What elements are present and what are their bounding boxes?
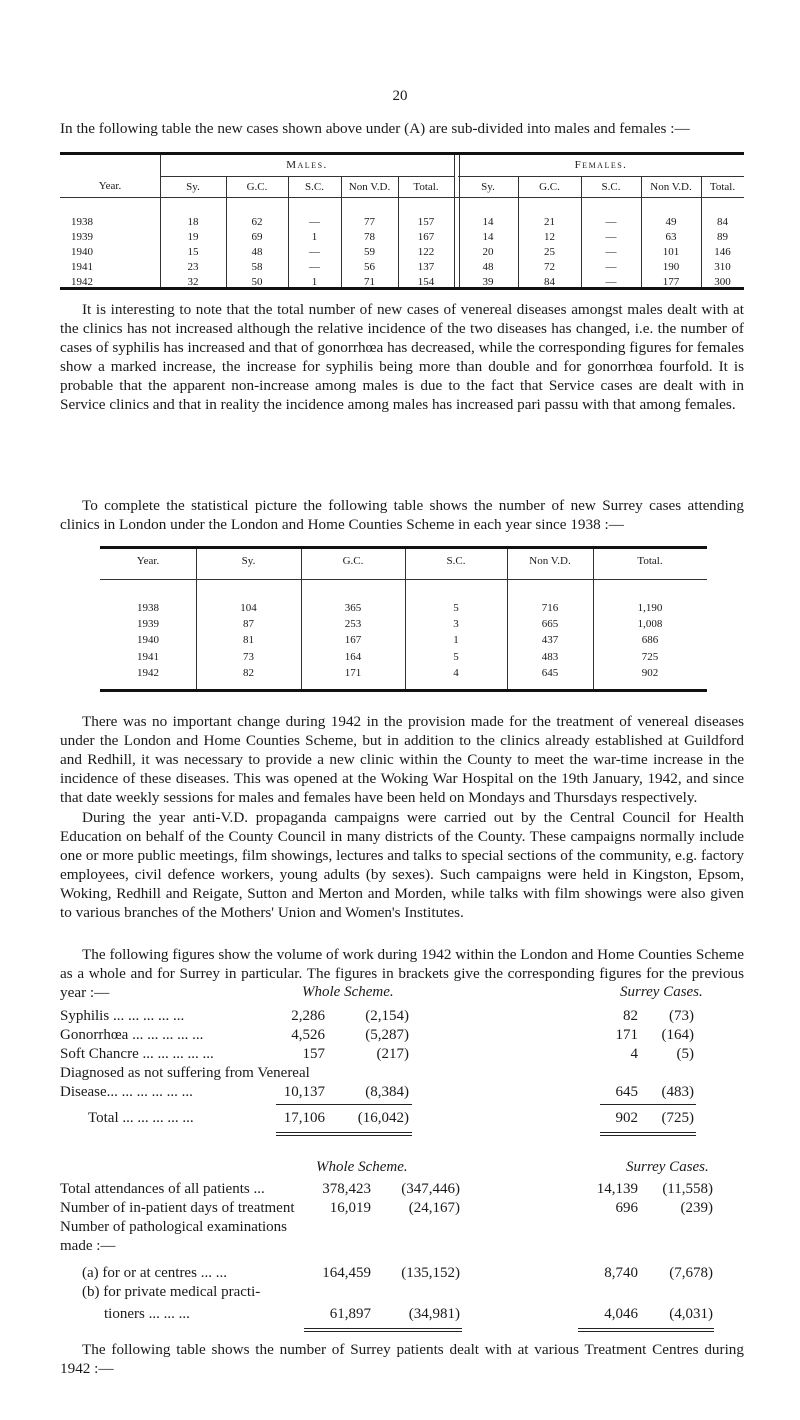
cell: 48 <box>482 261 494 273</box>
cell: 17,106 <box>283 1110 325 1126</box>
cell: 14 <box>482 216 494 228</box>
t4-whole-header: Whole Scheme. <box>316 1159 408 1175</box>
t2-sy-header: Sy. <box>241 555 256 567</box>
cell: 686 <box>641 634 659 646</box>
t4-surrey-header: Surrey Cases. <box>626 1159 709 1175</box>
cell: (239) <box>680 1200 713 1216</box>
year-cell: 1940 <box>71 246 93 258</box>
row-label: made :— <box>60 1238 116 1254</box>
cell: (7,678) <box>669 1265 713 1281</box>
females-sc-header: S.C. <box>601 181 621 193</box>
cell: 89 <box>717 231 728 243</box>
cell: (725) <box>661 1110 694 1126</box>
cell: 63 <box>665 231 677 243</box>
row-label: Soft Chancre ... ... ... ... ... <box>60 1046 214 1062</box>
row-label: Disease... ... ... ... ... ... <box>60 1084 193 1100</box>
cell: 378,423 <box>322 1181 371 1197</box>
cell: 1 <box>453 634 459 646</box>
cell: 1,190 <box>637 602 663 614</box>
cell: 32 <box>187 276 199 288</box>
cell: 177 <box>662 276 680 288</box>
cell: 164,459 <box>322 1265 371 1281</box>
year-cell: 1938 <box>71 216 93 228</box>
cell: 81 <box>243 634 254 646</box>
cell: 1942 <box>137 667 159 679</box>
cell: 5 <box>453 602 459 614</box>
cell: 8,740 <box>604 1265 638 1281</box>
cell: 15 <box>187 246 199 258</box>
females-nonvd-header: Non V.D. <box>650 181 692 193</box>
year-cell: 1939 <box>71 231 93 243</box>
cell: (34,981) <box>408 1306 460 1322</box>
cell: 48 <box>251 246 263 258</box>
cell: 87 <box>243 618 254 630</box>
year-cell: 1941 <box>71 261 93 273</box>
males-sy-header: Sy. <box>186 181 200 193</box>
cell: 1940 <box>137 634 159 646</box>
cell: 4 <box>630 1046 638 1062</box>
cell: (5) <box>676 1046 694 1062</box>
cell: 78 <box>364 231 375 243</box>
cell: 61,897 <box>329 1306 371 1322</box>
females-gc-header: G.C. <box>539 181 560 193</box>
row-label: Diagnosed as not suffering from Venereal <box>60 1065 310 1081</box>
cell: 164 <box>344 651 362 663</box>
cell: 104 <box>240 602 257 614</box>
cell: 696 <box>615 1200 638 1216</box>
cell: 253 <box>344 618 362 630</box>
cell: 365 <box>344 602 362 614</box>
cell: (73) <box>669 1008 694 1024</box>
following-paragraph: The following table shows the number of Surrey patients dealt with at various Treatment Centres during 1942 :— <box>60 1341 744 1377</box>
cell: 20 <box>482 246 494 258</box>
cell: 157 <box>302 1046 325 1062</box>
cell: — <box>309 246 320 258</box>
cell: 665 <box>541 618 559 630</box>
cell: 171 <box>344 667 362 679</box>
cell: 1941 <box>137 651 159 663</box>
row-label: (a) for or at centres ... ... <box>82 1265 227 1281</box>
cell: 645 <box>615 1084 638 1100</box>
t2-year-header: Year. <box>136 555 160 567</box>
cell: 10,137 <box>283 1084 325 1100</box>
males-sc-header: S.C. <box>305 181 324 193</box>
cell: (347,446) <box>401 1181 460 1197</box>
complete-paragraph: To complete the statistical picture the following table shows the number of new Surrey cases attending clinics in London under the London and Home Counties Scheme in each year since 1938 :— <box>60 497 744 533</box>
cell: 12 <box>544 231 555 243</box>
cell: 23 <box>187 261 199 273</box>
cell: 1 <box>311 231 318 243</box>
cell: 167 <box>417 231 435 243</box>
cell: 716 <box>541 602 559 614</box>
cell: (135,152) <box>401 1265 460 1281</box>
cell: 59 <box>364 246 375 258</box>
row-label: Total ... ... ... ... ... <box>88 1110 194 1126</box>
females-total-header: Total. <box>709 181 736 193</box>
cell: 4 <box>453 667 459 679</box>
cell: 84 <box>717 216 728 228</box>
cell: 82 <box>623 1008 638 1024</box>
t3-surrey-header: Surrey Cases. <box>620 984 703 1000</box>
year-header: Year. <box>98 180 122 192</box>
males-header: Males. <box>286 159 328 171</box>
cell: 39 <box>482 276 494 288</box>
cell: 14,139 <box>596 1181 638 1197</box>
cell: — <box>605 261 617 273</box>
row-label: Syphilis ... ... ... ... ... <box>60 1008 185 1024</box>
cell: — <box>605 216 617 228</box>
intro-paragraph: In the following table the new cases shown above under (A) are sub-divided into males and females :— <box>60 120 690 137</box>
cell: 137 <box>417 261 435 273</box>
females-header: Females. <box>574 159 628 171</box>
cell: 19 <box>187 231 199 243</box>
cell: 73 <box>243 651 254 663</box>
cell: — <box>309 261 320 273</box>
cell: 1939 <box>137 618 159 630</box>
cell: 300 <box>714 276 731 288</box>
no-change-paragraph: There was no important change during 1942 in the provision made for the treatment of venereal diseases under the London and Home Counties Scheme, but in addition to the clinics already established at Guildford and Redhill, it was necessary to provide a new clinic within the County to meet the war-time increase in the incidence of these diseases. This was opened at the Woking War Hospital on the 19th January, 1942, and since that date weekly sessions for males and females have been held on Mondays and Thursdays respectively. <box>60 713 744 806</box>
row-label: Total attendances of all patients ... <box>60 1181 265 1197</box>
cell: 645 <box>541 667 559 679</box>
cell: (164) <box>661 1027 694 1043</box>
cell: 2,286 <box>291 1008 325 1024</box>
cell: 21 <box>544 216 555 228</box>
cell: 3 <box>453 618 459 630</box>
cell: 84 <box>544 276 555 288</box>
cell: 4,526 <box>291 1027 325 1043</box>
females-sy-header: Sy. <box>481 181 495 193</box>
row-label: Gonorrhœa ... ... ... ... ... <box>60 1027 204 1043</box>
cell: 71 <box>364 276 375 288</box>
row-label: (b) for private medical practi- <box>82 1284 261 1300</box>
cell: (8,384) <box>365 1084 409 1100</box>
cell: — <box>605 246 617 258</box>
t2-total-header: Total. <box>637 555 663 567</box>
cell: 56 <box>364 261 375 273</box>
cell: (5,287) <box>365 1027 409 1043</box>
cell: (217) <box>376 1046 409 1062</box>
propaganda-paragraph: During the year anti-V.D. propaganda campaigns were carried out by the Central Council for Health Education on behalf of the County Council in many districts of the County. These campaigns normally include one or more public meetings, film showings, lectures and talks to special sections of the community, e.g. factory employees, civil defence workers, young adults (by sexes). Such campaigns were held in Kingston, Epsom, Woking, Redhill and Reigate, Sutton and Merton and Morden, while talks with film showings were also given to various branches of the Mothers' Union and Women's Institutes. <box>60 809 744 921</box>
cell: 902 <box>615 1110 638 1126</box>
cell: 725 <box>641 651 659 663</box>
males-nonvd-header: Non V.D. <box>348 181 391 193</box>
cell: 58 <box>251 261 263 273</box>
cell: 154 <box>417 276 435 288</box>
cell: 25 <box>544 246 555 258</box>
cell: 62 <box>251 216 263 228</box>
cell: 18 <box>187 216 199 228</box>
cell: (16,042) <box>357 1110 409 1126</box>
t2-nonvd-header: Non V.D. <box>529 555 571 567</box>
cell: (11,558) <box>662 1181 713 1197</box>
t3-whole-header: Whole Scheme. <box>302 984 394 1000</box>
cell: 4,046 <box>604 1306 638 1322</box>
cell: 1,008 <box>637 618 663 630</box>
cell: 72 <box>544 261 555 273</box>
cell: — <box>309 216 320 228</box>
males-total-header: Total. <box>413 181 439 193</box>
cell: 14 <box>482 231 494 243</box>
cell: 5 <box>453 651 459 663</box>
cell: 101 <box>662 246 680 258</box>
cell: 190 <box>662 261 680 273</box>
cell: 122 <box>417 246 435 258</box>
cell: (24,167) <box>408 1200 460 1216</box>
row-label: Number of in-patient days of treatment <box>60 1200 295 1216</box>
page-number: 20 <box>392 88 408 104</box>
cell: — <box>605 231 617 243</box>
row-label: tioners ... ... ... <box>104 1306 190 1322</box>
cell: 902 <box>641 667 659 679</box>
cell: 437 <box>541 634 559 646</box>
cell: 310 <box>714 261 731 273</box>
cell: 77 <box>364 216 375 228</box>
cell: 167 <box>344 634 362 646</box>
cell: 171 <box>615 1027 638 1043</box>
year-cell: 1942 <box>71 276 93 288</box>
interesting-paragraph: It is interesting to note that the total number of new cases of venereal diseases amongst males dealt with at the clinics has not increased although the relative incidence of the two diseases has changed, i.e. the number of cases of syphilis has increased and that of gonorrhœa has decreased, while the corresponding figures for females show a marked increase, the increase for syphilis being more than double and for gonorrhœa fourfold. It is probable that the apparent non-increase among males is due to the fact that Service cases are dealt with in Service clinics and that in reality the incidence among males has increased pari passu with that among females. <box>60 301 744 413</box>
t2-sc-header: S.C. <box>446 555 466 567</box>
cell: 82 <box>243 667 254 679</box>
cell: 50 <box>251 276 263 288</box>
cell: (483) <box>661 1084 694 1100</box>
cell: 1938 <box>137 602 159 614</box>
cell: 157 <box>417 216 435 228</box>
cell: 1 <box>311 276 318 288</box>
males-gc-header: G.C. <box>246 181 268 193</box>
cell: — <box>605 276 617 288</box>
cell: (4,031) <box>669 1306 713 1322</box>
cell: (2,154) <box>365 1008 409 1024</box>
t2-gc-header: G.C. <box>342 555 364 567</box>
volume-paragraph: The following figures show the volume of work during 1942 within the London and Home Counties Scheme as a whole and for Surrey in particular. The figures in brackets give the corresponding figures for the previous year :— <box>60 946 744 1001</box>
cell: 69 <box>251 231 263 243</box>
cell: 483 <box>541 651 559 663</box>
cell: 146 <box>714 246 731 258</box>
row-label: Number of pathological examinations <box>60 1219 288 1235</box>
cell: 49 <box>665 216 677 228</box>
cell: 16,019 <box>329 1200 371 1216</box>
